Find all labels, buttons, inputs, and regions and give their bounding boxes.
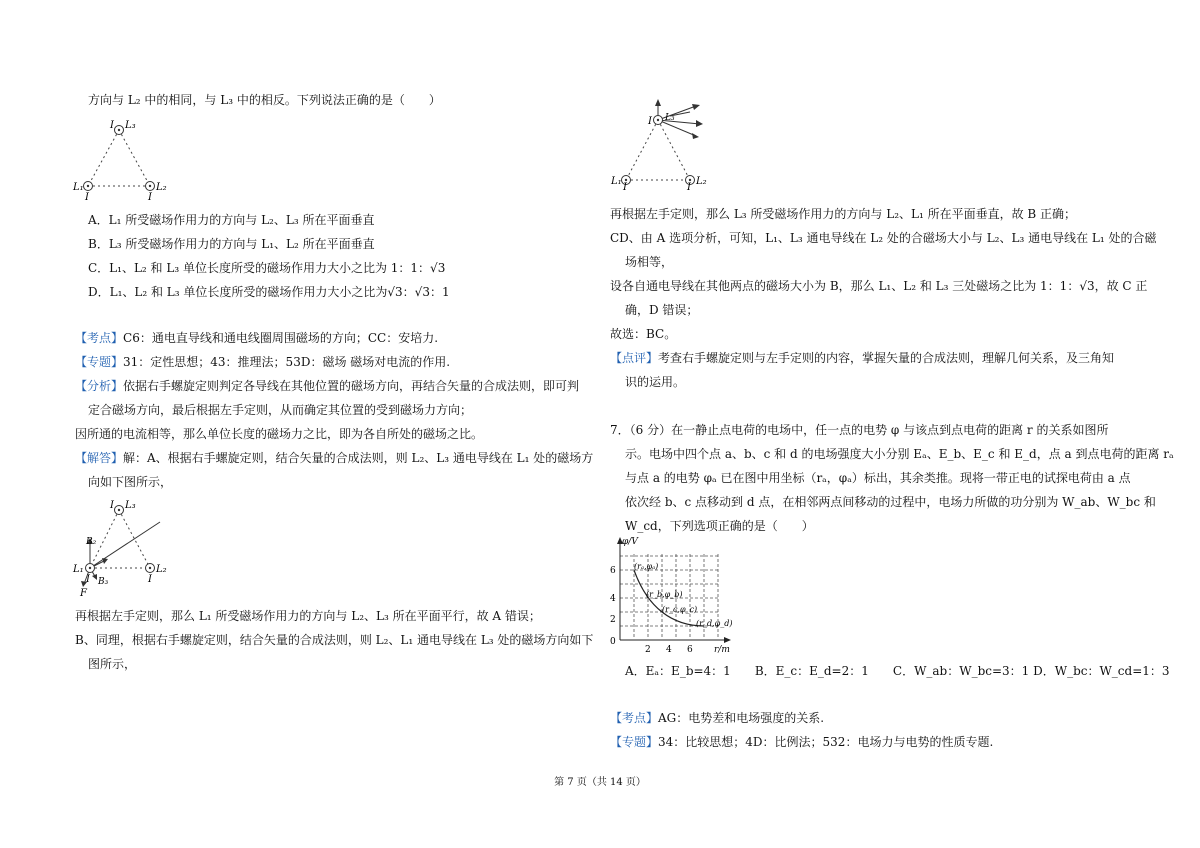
- current-label: I: [687, 182, 691, 190]
- answer-line: 故选：BC。: [610, 327, 677, 341]
- right-text-1: 再根据左手定则，那么 L₃ 所受磁场作用力的方向与 L₂、L₁ 所在平面垂直，故 B 正确；: [610, 207, 1077, 221]
- current-label: I: [148, 192, 152, 200]
- jieda-tag: 【解答】: [75, 451, 124, 465]
- wire-label-l2: L₂: [696, 176, 707, 187]
- zhuanti-tag: 【专题】: [75, 355, 124, 369]
- wire-label-l3: L₃: [125, 120, 136, 131]
- dianping-row: [610, 350, 1114, 366]
- current-label: I: [623, 182, 627, 190]
- q7-text-5: W_cd，下列选项正确的是（ ）: [625, 519, 814, 533]
- jieda-text: 解：A、根据右手螺旋定则，结合矢量的合成法则，则 L₂、L₃ 通电导线在 L₁ 处的磁场方: [123, 451, 594, 465]
- q7-options: A．Eₐ：E_b=4：1 B．E_c：E_d=2：1 C．W_ab：W_bc=3：1 D．W_bc：W_cd=1：3: [625, 664, 1170, 678]
- wire-label-l2: L₂: [156, 182, 167, 193]
- kaodian-text: AG：电势差和电场强度的关系.: [658, 711, 825, 725]
- y-tick: 0: [610, 637, 616, 647]
- zhuanti-text: 34：比较思想；4D：比例法；532：电场力与电势的性质专题.: [658, 735, 994, 749]
- y-tick: 2: [610, 615, 616, 625]
- q7-text-2: 示。电场中四个点 a、b、c 和 d 的电场强度大小分别 Eₐ、E_b、E_c 和 E_d，点 a 到点电荷的距离 rₐ: [625, 447, 1174, 461]
- right-text-4: 设各自通电导线在其他两点的磁场大小为 B，那么 L₁、L₂ 和 L₃ 三处磁场之比为 1：1：√3，故 C 正: [610, 279, 1148, 293]
- zhuanti-row-2: [610, 734, 993, 750]
- y-axis-label: φ/V: [622, 537, 638, 547]
- dianping-text: 考查右手螺旋定则与左手定则的内容，掌握矢量的合成法则，理解几何关系，及三角知: [658, 351, 1115, 365]
- fenxi-tag: 【分析】: [75, 379, 124, 393]
- kaodian-tag: 【考点】: [75, 331, 124, 345]
- x-tick: 2: [645, 645, 651, 654]
- current-label: I: [110, 120, 114, 131]
- x-tick: 4: [666, 645, 672, 654]
- wire-label-l2: L₂: [156, 564, 167, 575]
- right-text-3: 场相等，: [625, 255, 674, 269]
- current-label: I: [648, 116, 652, 127]
- right-text-5: 确，D 错误；: [625, 303, 699, 317]
- fenxi-text-3: 因所通的电流相等，那么单位长度的磁场力之比，即为各自所处的磁场之比。: [75, 427, 484, 441]
- q7-text-1: 7．（6 分）在一静止点电荷的电场中，任一点的电势 φ 与该点到点电荷的距离 r 的关系如图所: [610, 423, 1109, 437]
- fenxi-text: 依据右手螺旋定则判定各导线在其他位置的磁场方向，再结合矢量的合成法则，即可判: [123, 379, 580, 393]
- q7-text-4: 依次经 b、c 点移动到 d 点，在相邻两点间移动的过程中，电场力所做的功分别为 W_ab、W_bc 和: [625, 495, 1156, 509]
- triangle-figure-3: [610, 98, 720, 190]
- current-label: I: [148, 574, 152, 585]
- dianping-tag: 【点评】: [610, 351, 659, 365]
- field-label-b3: B₃: [98, 577, 109, 587]
- kaodian-tag: 【考点】: [610, 711, 659, 725]
- wire-label-l1: L₁: [73, 182, 84, 193]
- dianping-text-2: 识的运用。: [625, 375, 686, 389]
- zhuanti-row: [75, 354, 450, 370]
- x-axis-label: r/m: [714, 645, 730, 654]
- point-label-d: (r_d,φ_d): [696, 619, 733, 628]
- fenxi-row: [75, 378, 579, 394]
- after-fig-text-1: 再根据左手定则，那么 L₁ 所受磁场作用力的方向与 L₂、L₃ 所在平面平行，故 A 错误；: [75, 609, 541, 623]
- point-label-c: (r_c,φ_c): [662, 605, 698, 614]
- current-label: I: [110, 500, 114, 511]
- q7-text-3: 与点 a 的电势 φₐ 已在图中用坐标（rₐ，φₐ）标出，其余类推。现将一带正电的试探电荷由 a 点: [625, 471, 1131, 485]
- jieda-row: [75, 450, 593, 466]
- kaodian-row: [75, 330, 438, 346]
- point-label-a: (rₐ,φₐ): [634, 562, 659, 571]
- zhuanti-text: 31：定性思想；43：推理法；53D：磁场 磁场对电流的作用.: [123, 355, 451, 369]
- potential-graph: [604, 534, 734, 654]
- point-label-b: (r_b,φ_b): [646, 590, 683, 599]
- page-footer: 第 7 页（共 14 页）: [554, 777, 646, 788]
- option-d: D．L₁、L₂ 和 L₃ 单位长度所受的磁场作用力大小之比为√3：√3：1: [88, 285, 450, 299]
- x-tick: 6: [687, 645, 693, 654]
- y-tick: 4: [610, 594, 616, 604]
- kaodian-text: C6：通电直导线和通电线圈周围磁场的方向；CC：安培力.: [123, 331, 439, 345]
- right-text-2: CD、由 A 选项分析，可知，L₁、L₃ 通电导线在 L₂ 处的合磁场大小与 L₂、L₃ 通电导线在 L₁ 处的合磁: [610, 231, 1157, 245]
- jieda-text-2: 向如下图所示，: [88, 475, 173, 489]
- wire-label-l1: L₁: [73, 564, 84, 575]
- force-label-f: F: [80, 588, 87, 598]
- triangle-figure-2: [72, 498, 172, 598]
- wire-label-l1: L₁: [611, 176, 622, 187]
- after-fig-text-3: 图所示，: [88, 657, 137, 671]
- wire-label-l3: L₃: [125, 500, 136, 511]
- wire-label-l3: L₃: [665, 113, 675, 123]
- after-fig-text-2: B、同理，根据右手螺旋定则，结合矢量的合成法则，则 L₂、L₁ 通电导线在 L₃ 处的磁场方向如下: [75, 633, 594, 647]
- y-tick: 6: [610, 566, 616, 576]
- current-label: I: [85, 192, 89, 200]
- triangle-figure-1: [72, 116, 172, 200]
- fenxi-text-2: 定合磁场方向，最后根据左手定则，从而确定其位置的受到磁场力方向；: [88, 403, 473, 417]
- zhuanti-tag: 【专题】: [610, 735, 659, 749]
- option-a: A．L₁ 所受磁场作用力的方向与 L₂、L₃ 所在平面垂直: [88, 213, 375, 227]
- option-b: B．L₃ 所受磁场作用力的方向与 L₁、L₂ 所在平面垂直: [88, 237, 375, 251]
- option-c: C．L₁、L₂ 和 L₃ 单位长度所受的磁场作用力大小之比为 1：1：√3: [88, 261, 446, 275]
- question-intro: 方向与 L₂ 中的相同，与 L₃ 中的相反。下列说法正确的是（ ）: [88, 93, 441, 107]
- field-label-b2: B₂: [86, 537, 97, 547]
- current-label: I: [86, 574, 90, 585]
- kaodian-row-2: [610, 710, 824, 726]
